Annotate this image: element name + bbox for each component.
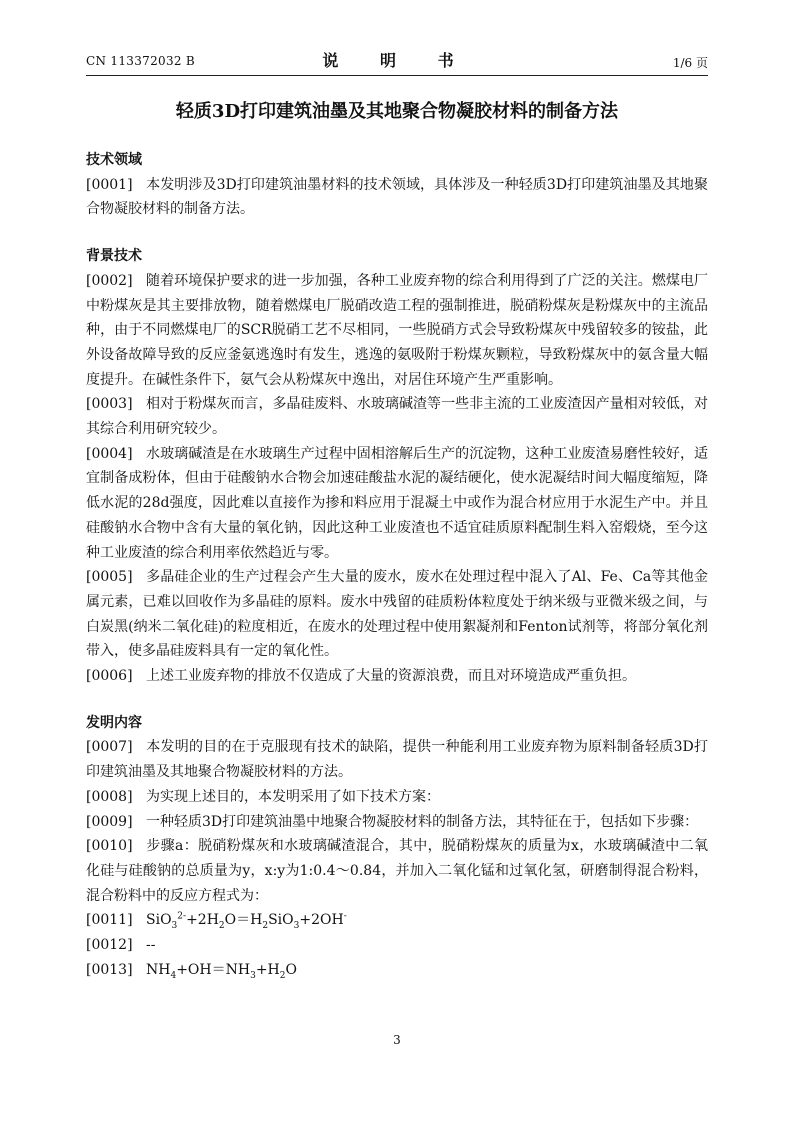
paragraph-number: [0004] bbox=[86, 445, 133, 462]
paragraph-number: [0007] bbox=[86, 739, 133, 756]
paragraph-0002 bbox=[86, 269, 708, 393]
paragraph-0004 bbox=[86, 442, 708, 566]
paragraph-text: 水玻璃碱渣是在水玻璃生产过程中固相溶解后生产的沉淀物，这种工业废渣易磨性较好，适宜制备成粉体，但由于硅酸钠水合物会加速硅酸盐水泥的凝结硬化，使水泥凝结时间大幅度缩短，降低水泥的28d强度，因此难以直接作为掺和料应用于混凝土中或作为混合材应用于水泥生产中。并且硅酸钠水合物中含有大量的氧化钠，因此这种工业废渣也不适宜硅质原料配制生料入窑煅烧，至今这种工业废渣的综合利用率依然趋近与零。 bbox=[86, 445, 708, 561]
paragraph-number: [0009] bbox=[86, 813, 133, 830]
paragraph-text: 为实现上述目的，本发明采用了如下技术方案： bbox=[146, 788, 440, 805]
section-invention: 发明内容 bbox=[86, 714, 142, 731]
page-number: 3 bbox=[393, 1033, 401, 1047]
paragraph-number: [0003] bbox=[86, 396, 133, 413]
paragraph-text: 上述工业废弃物的排放不仅造成了大量的资源浪费，而且对环境造成严重负担。 bbox=[146, 668, 636, 685]
paragraph-0008 bbox=[86, 785, 708, 810]
paragraph-number: [0006] bbox=[86, 668, 133, 685]
paragraph-number: [0005] bbox=[86, 569, 133, 586]
document-body bbox=[86, 148, 708, 982]
paragraph-number: [0012] bbox=[86, 937, 133, 954]
paragraph-0012 bbox=[86, 933, 708, 958]
paragraph-0010 bbox=[86, 834, 708, 908]
paragraph-text: 随着环境保护要求的进一步加强，各种工业废弃物的综合利用得到了广泛的关注。燃煤电厂中粉煤灰是其主要排放物，随着燃煤电厂脱硝改造工程的强制推进，脱硝粉煤灰是粉煤灰中的主流品种，由于不同燃煤电厂的SCR脱硝工艺不尽相同，一些脱硝方式会导致粉煤灰中残留较多的铵盐，此外设备故障导致的反应釜氨逃逸时有发生，逃逸的氨吸附于粉煤灰颗粒，导致粉煤灰中的氨含量大幅度提升。在碱性条件下，氨气会从粉煤灰中逸出，对居住环境产生严重影响。 bbox=[86, 272, 708, 388]
paragraph-number: [0008] bbox=[86, 788, 133, 805]
paragraph-number: [0001] bbox=[86, 176, 133, 193]
paragraph-0006 bbox=[86, 664, 708, 689]
patent-number: CN 113372032 B bbox=[86, 54, 196, 68]
paragraph-text: 一种轻质3D打印建筑油墨中地聚合物凝胶材料的制备方法，其特征在于，包括如下步骤： bbox=[146, 813, 699, 830]
section-tech-field: 技术领域 bbox=[86, 152, 142, 168]
paragraph-text: -- bbox=[146, 937, 156, 954]
document-type: 说 明 书 bbox=[322, 51, 472, 70]
paragraph-number: [0013] bbox=[86, 961, 133, 978]
paragraph-text: 本发明涉及3D打印建筑油墨材料的技术领域，具体涉及一种轻质3D打印建筑油墨及其地聚合物凝胶材料的制备方法。 bbox=[86, 176, 708, 218]
paragraph-number: [0010] bbox=[86, 838, 133, 855]
paragraph-number: [0002] bbox=[86, 272, 133, 289]
paragraph-text: 步骤a：脱硝粉煤灰和水玻璃碱渣混合，其中，脱硝粉煤灰的质量为x，水玻璃碱渣中二氧化硅与硅酸钠的总质量为y，x:y为1:0.4～0.84，并加入二氧化锰和过氧化氢，研磨制得混合粉料，混合粉料中的反应方程式为： bbox=[86, 838, 708, 904]
paragraph-0007 bbox=[86, 735, 708, 784]
paragraph-0001 bbox=[86, 173, 708, 222]
reaction-equation-2: $NH_4+OH=NH_3+H_2O$ bbox=[146, 961, 297, 981]
paragraph-0005 bbox=[86, 565, 708, 664]
paragraph-0009 bbox=[86, 810, 708, 835]
page-header bbox=[86, 48, 708, 74]
paragraph-text: 相对于粉煤灰而言，多晶硅废料、水玻璃碱渣等一些非主流的工业废渣因产量相对较低，对其综合利用研究较少。 bbox=[86, 396, 708, 438]
section-background: 背景技术 bbox=[86, 248, 142, 265]
page-label: 1/6 页 bbox=[672, 56, 708, 70]
reaction-equation-1: $SiO_3^{2-}+2H_2O=H_2SiO_3+2OH^-$ bbox=[146, 911, 347, 932]
header-rule bbox=[86, 75, 708, 76]
paragraph-0013 bbox=[86, 958, 708, 983]
paragraph-0011 bbox=[86, 908, 708, 933]
paragraph-0003 bbox=[86, 392, 708, 441]
document-title: 轻质3D打印建筑油墨及其地聚合物凝胶材料的制备方法 bbox=[175, 101, 619, 122]
paragraph-text: 多晶硅企业的生产过程会产生大量的废水，废水在处理过程中混入了Al、Fe、Ca等其他金属元素，已难以回收作为多晶硅的原料。废水中残留的硅质粉体粒度处于纳米级与亚微米级之间，与白炭黑(纳米二氧化硅)的粒度相近，在废水的处理过程中使用絮凝剂和Fenton试剂等，将部分氧化剂带入，使多晶硅废料具有一定的氧化性。 bbox=[86, 569, 708, 660]
paragraph-text: 本发明的目的在于克服现有技术的缺陷，提供一种能利用工业废弃物为原料制备轻质3D打印建筑油墨及其地聚合物凝胶材料的方法。 bbox=[86, 739, 708, 781]
paragraph-number: [0011] bbox=[86, 912, 133, 929]
